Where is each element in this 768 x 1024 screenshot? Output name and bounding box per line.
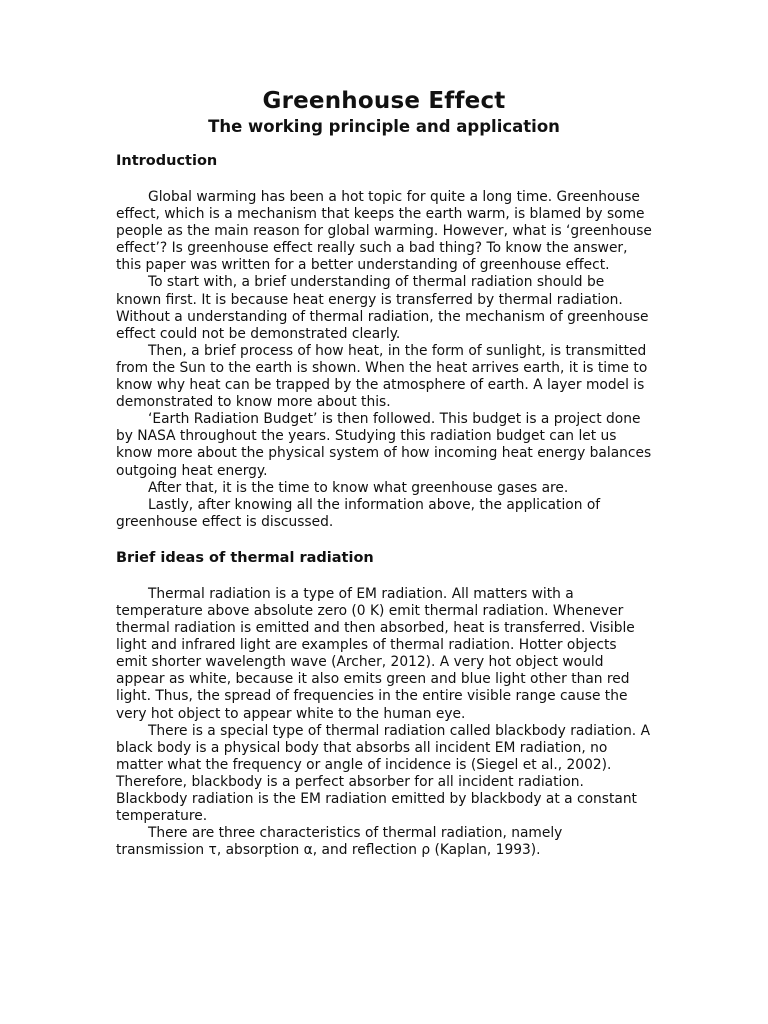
section-heading-thermal-radiation: Brief ideas of thermal radiation bbox=[116, 549, 374, 566]
section-introduction bbox=[116, 189, 652, 531]
document-content bbox=[116, 86, 652, 859]
paragraph: Thermal radiation is a type of EM radiation. All matters with a temperature above absolute zero (0 K) emit thermal radiation. Whenever thermal radiation is emitted and then absorbed, heat is transferred. Visible light and infrared light are examples of thermal radiation. Hotter objects emit shorter wavelength wave (Archer, 2012). A very hot object would appear as white, because it also emits green and blue light other than red light. Thus, the spread of frequencies in the entire visible range cause the very hot object to appear white to the human eye. bbox=[116, 585, 635, 722]
section-thermal-radiation bbox=[116, 586, 652, 860]
paragraph: Global warming has been a hot topic for quite a long time. Greenhouse effect, which is a mechanism that keeps the earth warm, is blamed by some people as the main reason for global warming. However, what is ‘greenhouse effect’? Is greenhouse effect really such a bad thing? To know the answer, this paper was written for a better understanding of greenhouse effect. bbox=[116, 189, 652, 274]
paragraph: After that, it is the time to know what greenhouse gases are. bbox=[148, 479, 569, 496]
paragraph: ‘Earth Radiation Budget’ is then followed. This budget is a project done by NASA throughout the years. Studying this radiation budget can let us know more about the physical system of how incoming heat energy balances outgoing heat energy. bbox=[116, 411, 652, 479]
paragraph: To start with, a brief understanding of thermal radiation should be known first. It is because heat energy is transferred by thermal radiation. Without a understanding of thermal radiation, the mechanism of greenhouse effect could not be demonstrated clearly. bbox=[116, 274, 649, 342]
document-title: Greenhouse Effect bbox=[262, 88, 506, 114]
paragraph: Lastly, after knowing all the information above, the application of greenhouse effect is discussed. bbox=[116, 496, 601, 530]
paragraph: There are three characteristics of thermal radiation, namely transmission τ, absorption α, and reflection ρ (Kaplan, 1993). bbox=[116, 825, 563, 859]
paragraph: There is a special type of thermal radiation called blackbody radiation. A black body is a physical body that absorbs all incident EM radiation, no matter what the frequency or angle of incidence is (Siegel et al., 2002). Therefore, blackbody is a perfect absorber for all incident radiation. Blackbody radiation is the EM radiation emitted by blackbody at a constant temperature. bbox=[116, 722, 651, 825]
section-heading-introduction: Introduction bbox=[116, 153, 218, 169]
document-subtitle: The working principle and application bbox=[208, 117, 560, 136]
paragraph: Then, a brief process of how heat, in the form of sunlight, is transmitted from the Sun to the earth is shown. When the heat arrives earth, it is time to know why heat can be trapped by the atmosphere of earth. A layer model is demonstrated to know more about this. bbox=[116, 342, 648, 411]
